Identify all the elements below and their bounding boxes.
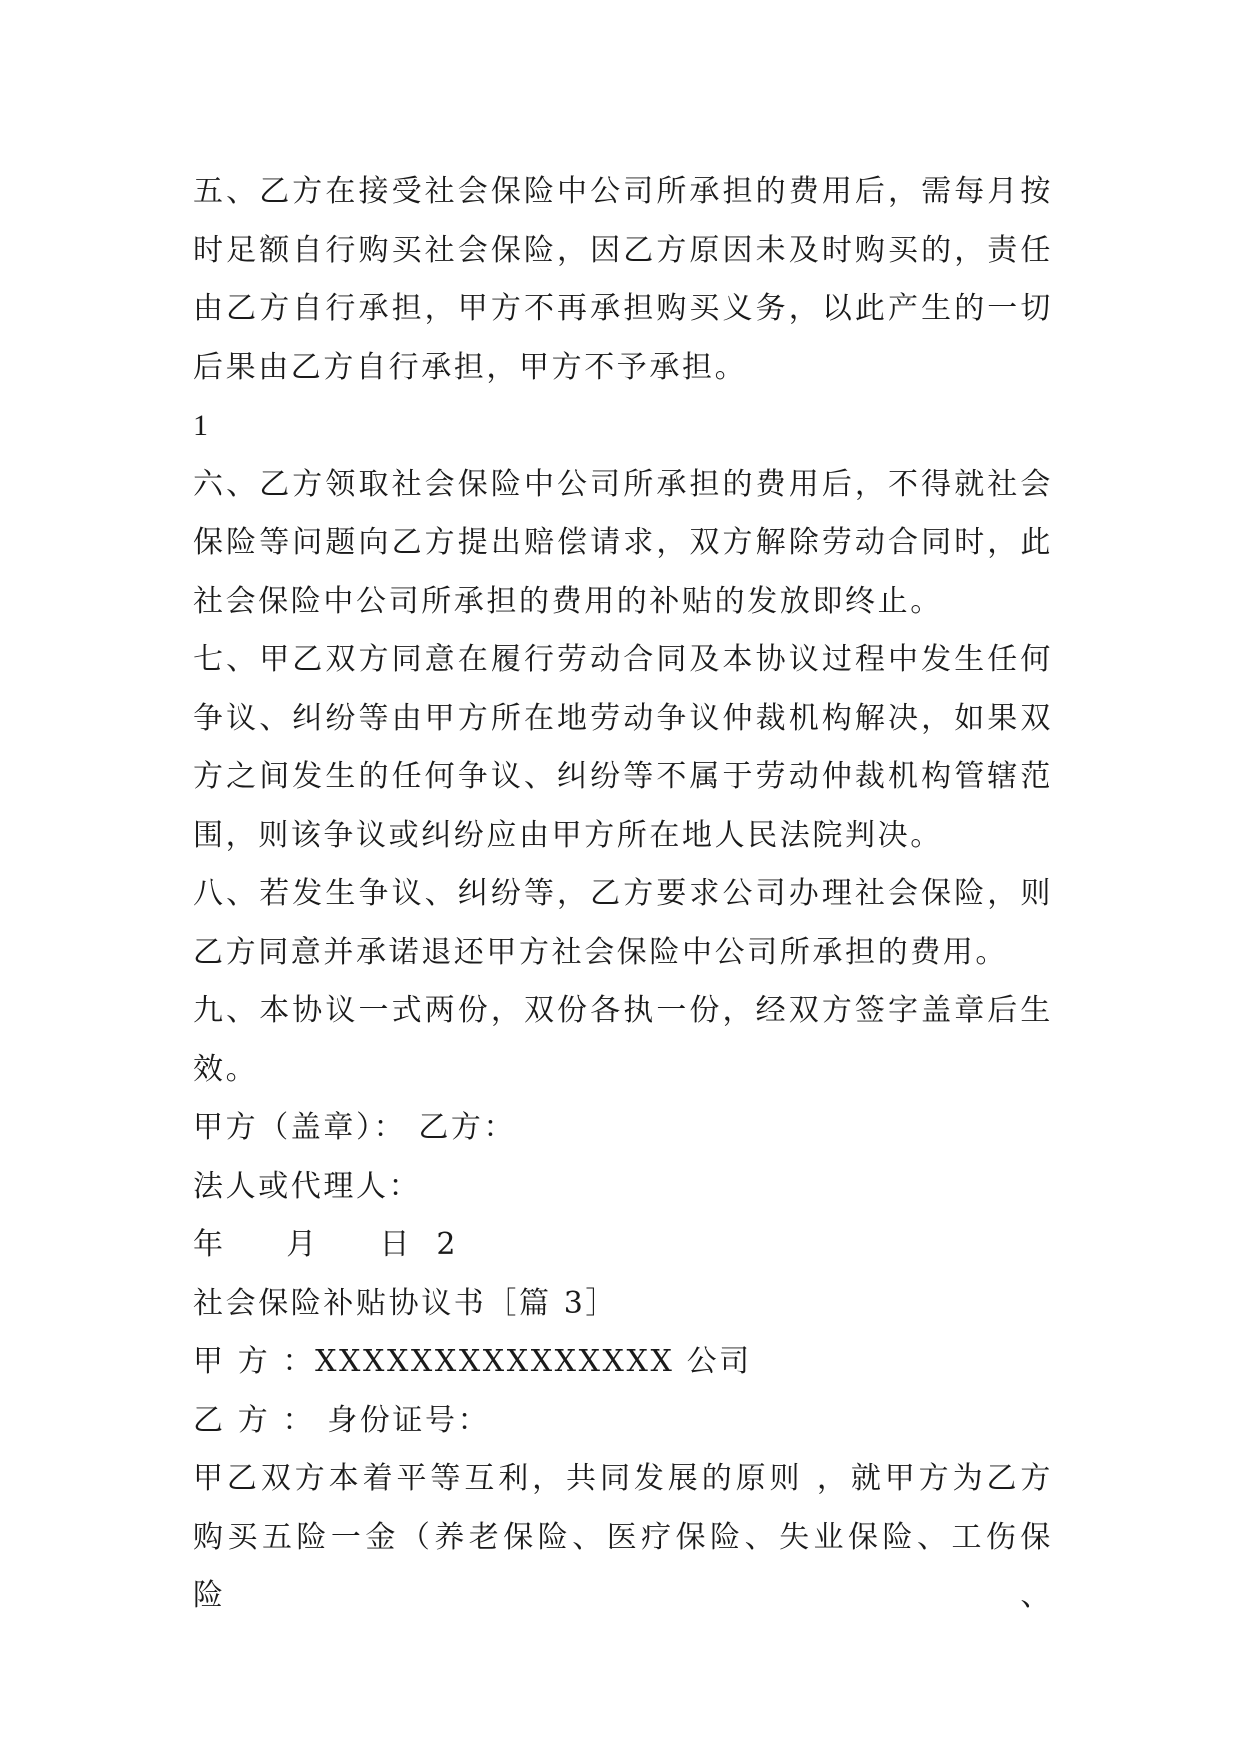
text-line: 效。: [193, 1051, 259, 1087]
text-line: 保险等问题向乙方提出赔偿请求，双方解除劳动合同时，此: [193, 525, 1053, 560]
text-line: 乙方同意并承诺退还甲方社会保险中公司所承担的费用。: [193, 934, 1008, 970]
text-line: 由乙方自行承担，甲方不再承担购买义务，以此产生的一切: [193, 291, 1053, 326]
text-line: 七、甲乙双方同意在履行劳动合同及本协议过程中发生任何: [193, 642, 1053, 677]
text-line: 后果由乙方自行承担，甲方不予承担。: [193, 349, 748, 385]
document-body: [193, 163, 1053, 1613]
text-line: 社会保险中公司所承担的费用的补贴的发放即终止。: [193, 583, 943, 619]
party-a-line: 甲 方 ：XXXXXXXXXXXXXXX 公司: [193, 1344, 752, 1379]
text-line: 围，则该争议或纠纷应由甲方所在地人民法院判决。: [193, 817, 943, 853]
signature-line-parties: 甲方（盖章）： 乙方：: [193, 1110, 517, 1145]
party-b-line: 乙 方 ： 身份证号：: [193, 1402, 491, 1438]
text-line: 五、乙方在接受社会保险中公司所承担的费用后，需每月按: [193, 174, 1053, 209]
date-line: 年 月 日 2: [193, 1227, 459, 1262]
page-number: 1: [193, 409, 208, 442]
text-line: 九、本协议一式两份，双份各执一份，经双方签字盖章后生: [193, 993, 1053, 1028]
text-line: 争议、纠纷等由甲方所在地劳动争议仲裁机构解决，如果双: [193, 700, 1053, 736]
text-line: 八、若发生争议、纠纷等，乙方要求公司办理社会保险，则: [193, 876, 1053, 911]
section-title: 社会保险补贴协议书［篇 3］: [193, 1285, 619, 1321]
text-line: 六、乙方领取社会保险中公司所承担的费用后，不得就社会: [193, 466, 1053, 502]
text-line: 购买五险一金（养老保险、医疗保险、失业保险、工伤保险、: [193, 1519, 1053, 1613]
text-line: 时足额自行购买社会保险，因乙方原因未及时购买的，责任: [193, 232, 1053, 268]
signature-line-representative: 法人或代理人：: [193, 1168, 422, 1204]
text-line: 甲乙双方本着平等互利，共同发展的原则 ，就甲方为乙方: [193, 1461, 1053, 1496]
text-line: 方之间发生的任何争议、纠纷等不属于劳动仲裁机构管辖范: [193, 759, 1053, 794]
